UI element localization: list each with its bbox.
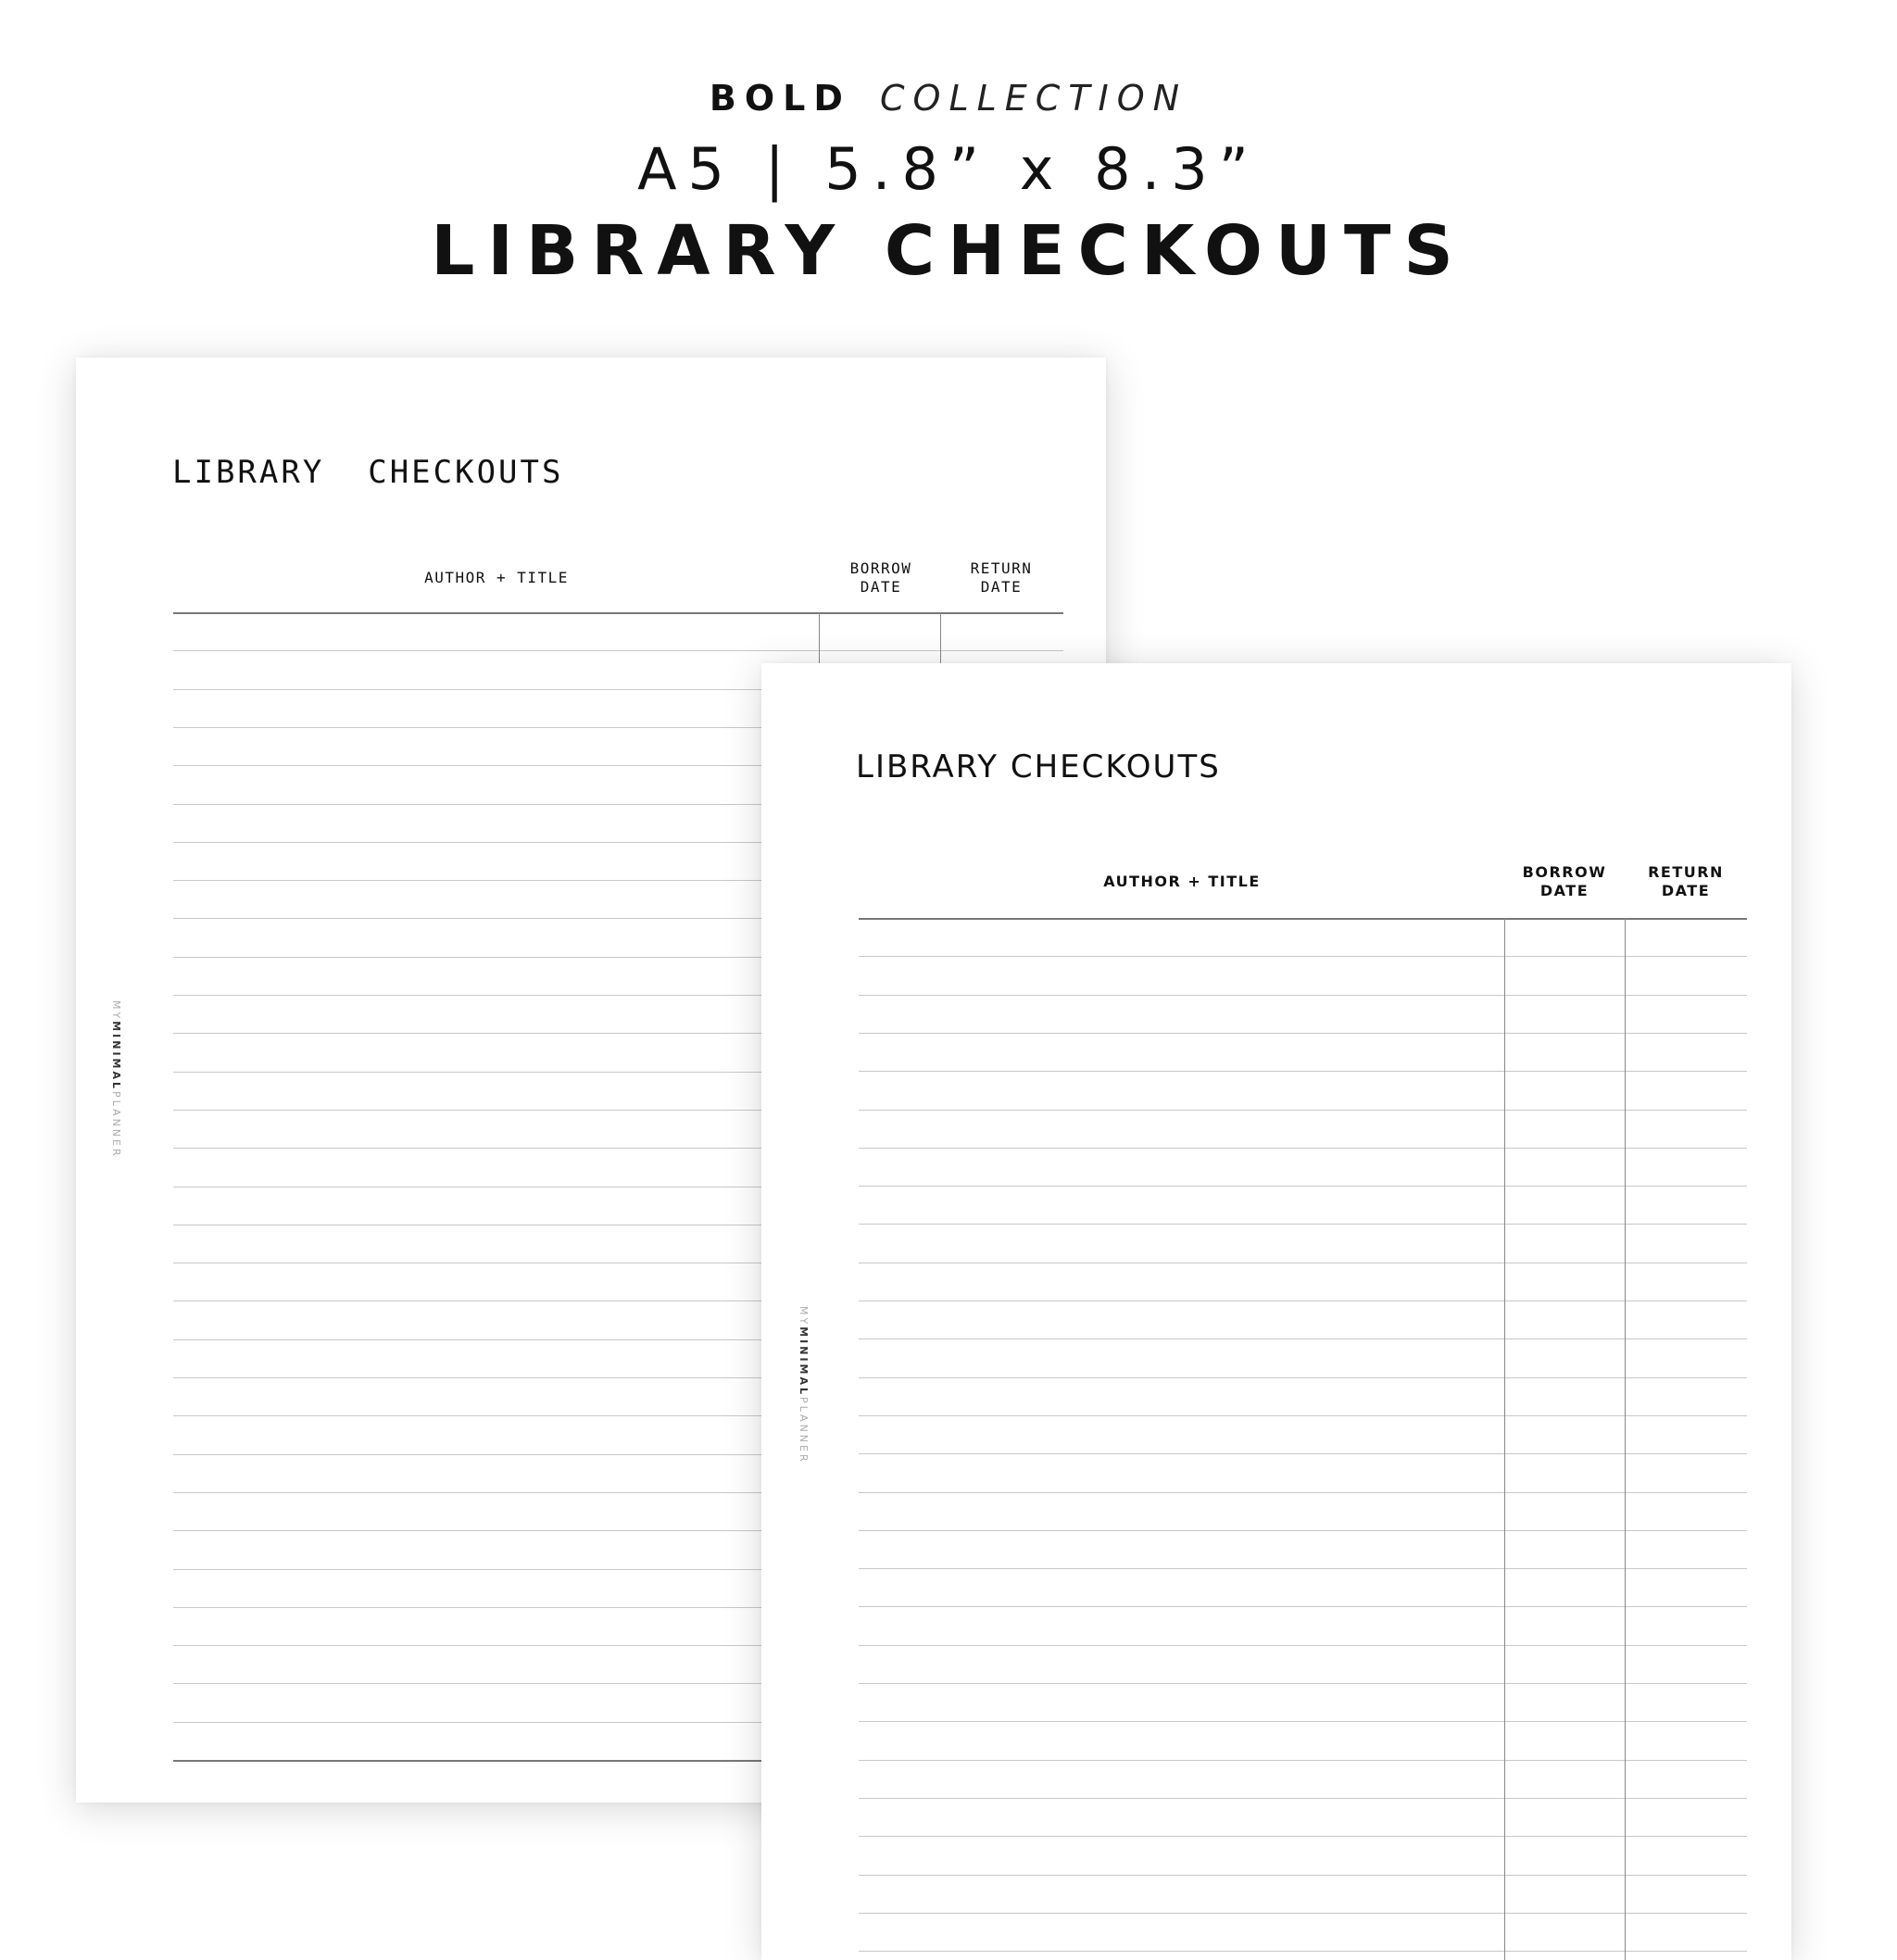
column-author-title: AUTHOR + TITLE [424, 569, 569, 586]
column-return-date: RETURN DATE [1648, 863, 1724, 899]
collection-label [0, 78, 1897, 119]
column-borrow-date: BORROW DATE [849, 559, 912, 596]
ruled-line [859, 1645, 1747, 1646]
column-divider [1504, 918, 1505, 1960]
brand-planner: PLANNER [110, 1091, 122, 1159]
ruled-line [859, 1913, 1747, 1914]
ruled-line [859, 1798, 1747, 1799]
collection-light: COLLECTION [880, 78, 1188, 119]
ruled-line [859, 1071, 1747, 1072]
ruled-line [859, 1951, 1747, 1952]
ruled-line [859, 1453, 1747, 1454]
brand-my: MY [110, 1000, 122, 1022]
column-author-title: AUTHOR + TITLE [1103, 873, 1261, 890]
ruled-line [859, 1415, 1747, 1416]
sheet-title: LIBRARY CHECKOUTS [856, 748, 1221, 785]
ruled-line [173, 650, 1063, 651]
brand-logo [110, 1000, 122, 1159]
ruled-line [859, 1606, 1747, 1607]
brand-logo [798, 1306, 810, 1464]
size-label: A5 | 5.8” x 8.3” [637, 135, 1260, 203]
ruled-line [859, 1760, 1747, 1761]
ruled-line [859, 1875, 1747, 1876]
ruled-line [859, 1530, 1747, 1531]
ruled-line [859, 1377, 1747, 1378]
main-title: LIBRARY CHECKOUTS [431, 211, 1466, 291]
ruled-line [859, 1033, 1747, 1034]
ruled-line [859, 995, 1747, 996]
ruled-line [859, 1568, 1747, 1569]
brand-minimal: MINIMAL [798, 1326, 810, 1398]
brand-planner: PLANNER [798, 1397, 810, 1464]
column-return-date: RETURN DATE [970, 559, 1033, 596]
planner-sheet-front [761, 663, 1791, 1960]
header-rule [859, 918, 1747, 920]
ruled-line [859, 1224, 1747, 1225]
column-borrow-date: BORROW DATE [1522, 863, 1607, 899]
sheet-title: LIBRARY CHECKOUTS [172, 454, 564, 491]
ruled-line [859, 1683, 1747, 1684]
ruled-line [859, 1148, 1747, 1149]
ruled-line [859, 1186, 1747, 1187]
ruled-line [859, 1492, 1747, 1493]
ruled-line [859, 1110, 1747, 1111]
ruled-line [859, 1300, 1747, 1301]
brand-minimal: MINIMAL [110, 1021, 122, 1092]
ruled-line [859, 1721, 1747, 1722]
ruled-line [859, 1338, 1747, 1339]
brand-my: MY [798, 1306, 810, 1327]
collection-bold: BOLD [709, 78, 851, 119]
ruled-line [859, 956, 1747, 957]
column-divider [1625, 918, 1626, 1960]
ruled-line [859, 1836, 1747, 1837]
header-rule [173, 612, 1063, 614]
